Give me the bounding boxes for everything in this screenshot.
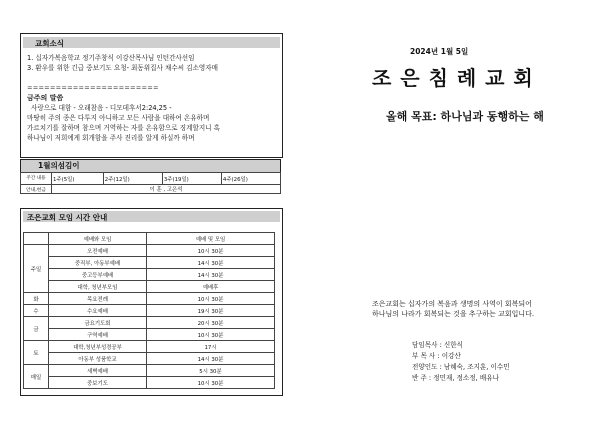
schedule-day-header [24, 233, 49, 245]
mission-line-1: 조은교회는 십자가의 복음과 생명의 사역이 회복되어 [372, 300, 532, 308]
church-news-box [20, 33, 283, 158]
usher-offering-label: 안내,헌금 [21, 185, 52, 194]
week-4: 4주(26일) [221, 173, 280, 185]
schedule-row-name: 금요기도회 [49, 317, 147, 329]
schedule-title: 조은교회 모임 시간 안내 [27, 213, 108, 222]
monthly-servers-box [20, 159, 281, 192]
schedule-row-name: 아동부 성품학교 [49, 353, 147, 365]
schedule-row-time: 14시 30분 [147, 269, 275, 281]
staff-accompanists: 반 주 : 정민재, 정소정, 배유나 [412, 374, 499, 382]
week-2: 2주(12일) [103, 173, 162, 185]
schedule-row-time: 14시 30분 [147, 257, 275, 269]
staff-worship-leaders: 전양인도 : 남혜숙, 조지훈, 이수민 [412, 363, 510, 371]
schedule-col2-header: 예배 및 모임 [147, 233, 275, 245]
monthly-servers-title: 1월의섬김이 [38, 161, 80, 170]
schedule-col1-header: 예배와 모임 [49, 233, 147, 245]
day-tuesday: 화 [24, 293, 49, 305]
schedule-row-name: 중고등부예배 [49, 269, 147, 281]
news-item-1: 1. 십자가복음학교 정기주창식 이강산목사님 인턴간사선임 [27, 54, 195, 62]
news-item-2: 3. 환우를 위한 긴급 중보기도 요청- 최동위집사 채수씨 김소영자매 [27, 64, 219, 72]
verse-line-4: 하나님이 저희에게 회개함을 주사 진리를 알게 하실까 하며 [27, 134, 195, 142]
schedule-row-name: 목요전례 [49, 293, 147, 305]
day-daily: 매일 [24, 365, 49, 389]
church-name: 조 은 침 례 교 회 [372, 66, 534, 90]
day-wednesday: 수 [24, 305, 49, 317]
schedule-row-time: 10시 30분 [147, 377, 275, 389]
day-saturday: 토 [24, 341, 49, 365]
schedule-row-name: 대학,청년부성경공부 [49, 341, 147, 353]
schedule-row-time: 17시 [147, 341, 275, 353]
week-3: 3주(19일) [162, 173, 221, 185]
schedule-box [20, 208, 283, 396]
schedule-row-name: 수요예배 [49, 305, 147, 317]
schedule-row-time: 10시 30분 [147, 245, 275, 257]
schedule-row-name: 중직부, 아동부예배 [49, 257, 147, 269]
weekly-label: 주간 내용 [21, 173, 52, 185]
schedule-row-time: 14시 30분 [147, 353, 275, 365]
monthly-servers-table [20, 172, 281, 194]
usher-offering-value: 이 훈 , 고은석 [52, 185, 281, 194]
schedule-row-name: 대학, 청년부모임 [49, 281, 147, 293]
verse-line-2: 마땅히 주의 종은 다투지 아니하고 모든 사람을 대하여 온유하며 [27, 114, 210, 122]
verse-heading: 금주의 말씀 [27, 94, 64, 102]
verse-line-3: 가르치기를 잘하며 참으며 거역하는 자를 온유함으로 징계할지니 혹 [27, 124, 221, 132]
schedule-row-time: 10시 30분 [147, 293, 275, 305]
church-news-title: 교회소식 [35, 39, 64, 48]
schedule-row-time: 예배후 [147, 281, 275, 293]
day-sunday: 주일 [24, 245, 49, 293]
schedule-row-name: 중보기도 [49, 377, 147, 389]
schedule-row-name: 오전예배 [49, 245, 147, 257]
bulletin-date: 2024년 1월 5일 [410, 47, 469, 56]
schedule-row-time: 5시 30분 [147, 365, 275, 377]
day-friday: 금 [24, 317, 49, 341]
schedule-row-name: 구역예배 [49, 329, 147, 341]
staff-associate-pastor: 부 목 사 : 이강산 [412, 352, 461, 360]
schedule-row-name: 새벽예배 [49, 365, 147, 377]
verse-line-1: 사랑으로 대함 - 오래참음 - 디모데후서2:24,25 - [31, 104, 172, 112]
week-1: 1주(5일) [52, 173, 104, 185]
yearly-goal: 올해 목표: 하나님과 동행하는 해 [386, 110, 544, 123]
mission-line-2: 하나님의 나라가 회복되는 것을 추구하는 교회입니다. [372, 310, 535, 318]
news-separator: ======================= [27, 84, 159, 92]
schedule-row-time: 10시 30분 [147, 329, 275, 341]
staff-pastor: 담임목사 : 신한식 [412, 341, 464, 349]
schedule-row-time: 19시 30분 [147, 305, 275, 317]
schedule-row-time: 20시 30분 [147, 317, 275, 329]
schedule-table [23, 232, 275, 389]
